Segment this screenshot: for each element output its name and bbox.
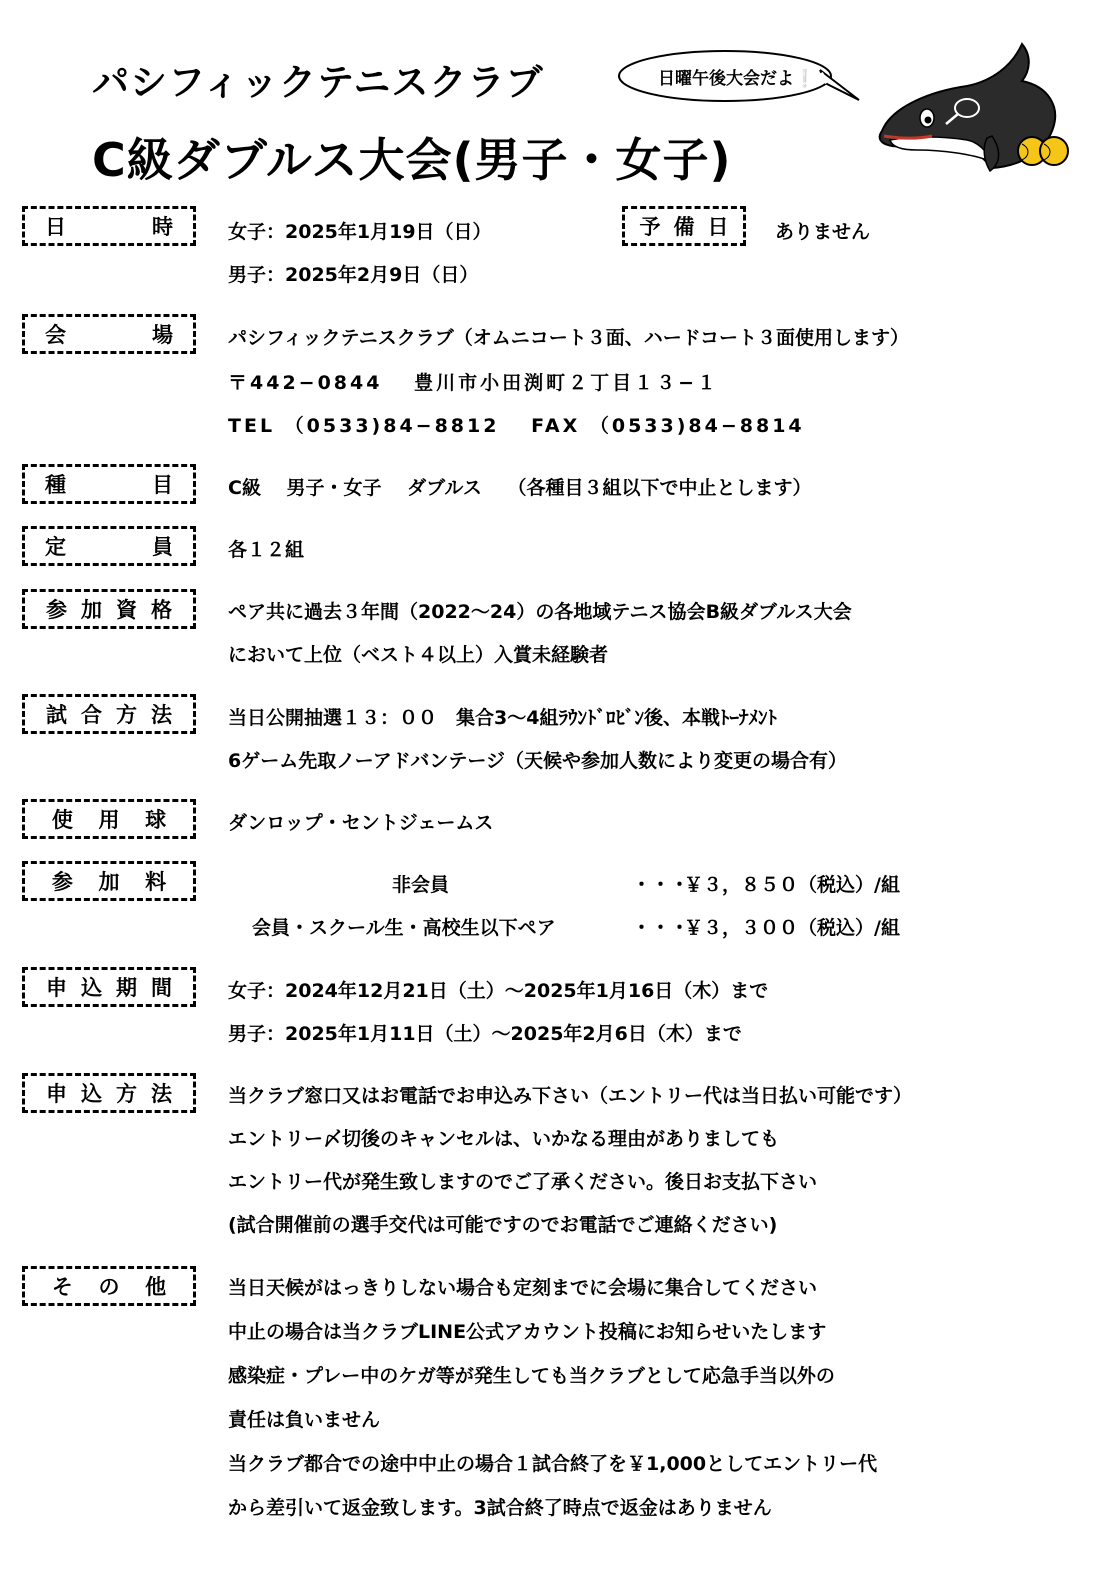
method-label: 申 込 方 法 — [22, 1073, 196, 1113]
ball-label: 使 用 球 — [22, 799, 196, 839]
eligibility-line-1: ペア共に過去３年間（2022～24）の各地域テニス協会B級ダブルス大会 — [228, 601, 852, 623]
ball-text: ダンロップ・セントジェームス — [228, 812, 494, 834]
speech-bubble-text: 日曜午後大会だよ❕ — [658, 69, 816, 89]
venue-name: パシフィックテニスクラブ（オムニコート３面、ハードコート３面使用します） — [228, 327, 909, 349]
venue-address: 〒442−0844 豊川市小田渕町２丁目１３−１ — [228, 372, 719, 394]
reserve-day-label: 予 備 日 — [622, 206, 746, 246]
fee-row-name: 会員・スクール生・高校生以下ペア — [252, 917, 556, 939]
format-line-2: 6ゲーム先取ノーアドバンテージ（天候や参加人数により変更の場合有） — [228, 750, 847, 772]
category-label: 種 目 — [22, 464, 196, 504]
other-line-3: 感染症・プレー中のケガ等が発生しても当クラブとして応急手当以外の — [228, 1365, 835, 1387]
other-line-5: 当クラブ都合での途中中止の場合１試合終了を￥1,000としてエントリー代 — [228, 1453, 878, 1475]
period-men: 男子：2025年1月11日（土）～2025年2月6日（木）まで — [228, 1023, 742, 1045]
other-line-2: 中止の場合は当クラブLINE公式アカウント投稿にお知らせいたします — [228, 1321, 827, 1343]
fee-row-dots: ・・・ — [632, 917, 690, 939]
method-line-3: エントリー代が発生致しますのでご了承ください。後日お支払下さい — [228, 1171, 818, 1193]
other-line-1: 当日天候がはっきりしない場合も定刻までに会場に集合してください — [228, 1277, 818, 1299]
fee-row-name: 非会員 — [392, 874, 450, 896]
date-men: 男子：2025年2月9日（日） — [228, 264, 479, 286]
dolphin-mascot-icon — [872, 36, 1077, 176]
method-line-4: (試合開催前の選手交代は可能ですのでお電話でご連絡ください) — [228, 1214, 778, 1236]
category-text: C級 男子・女子 ダブルス （各種目３組以下で中止とします） — [228, 477, 812, 499]
fee-row-price: ￥３，３００（税込）/組 — [684, 917, 900, 939]
venue-phone-fax: TEL （0533)84−8812 FAX （0533)84−8814 — [228, 415, 805, 437]
fee-row-price: ￥３，８５０（税込）/組 — [684, 874, 900, 896]
venue-label: 会 場 — [22, 314, 196, 354]
period-women: 女子：2024年12月21日（土）～2025年1月16日（木）まで — [228, 980, 769, 1002]
reserve-day-value: ありません — [775, 221, 871, 243]
other-line-6: から差引いて返金致します。3試合終了時点で返金はありません — [228, 1497, 772, 1519]
other-label: そ の 他 — [22, 1266, 196, 1306]
event-title: C級ダブルス大会(男子・女子) — [92, 133, 732, 187]
period-label: 申 込 期 間 — [22, 967, 196, 1007]
method-line-2: エントリー〆切後のキャンセルは、いかなる理由がありましても — [228, 1128, 780, 1150]
club-name: パシフィックテニスクラブ — [92, 61, 544, 104]
format-label: 試 合 方 法 — [22, 694, 196, 734]
eligibility-label: 参 加 資 格 — [22, 589, 196, 629]
eligibility-line-2: において上位（ベスト４以上）入賞未経験者 — [228, 644, 609, 666]
date-women: 女子：2025年1月19日（日） — [228, 221, 492, 243]
capacity-text: 各１２組 — [228, 539, 305, 561]
fee-row-dots: ・・・ — [632, 874, 690, 896]
capacity-label: 定 員 — [22, 526, 196, 566]
format-line-1: 当日公開抽選１３：００ 集合3～4組ﾗｳﾝﾄﾞﾛﾋﾞﾝ後、本戦ﾄｰﾅﾒﾝﾄ — [228, 707, 777, 729]
fee-label: 参 加 料 — [22, 861, 196, 901]
other-line-4: 責任は負いません — [228, 1409, 381, 1431]
method-line-1: 当クラブ窓口又はお電話でお申込み下さい（エントリー代は当日払い可能です） — [228, 1085, 913, 1107]
date-label: 日 時 — [22, 206, 196, 246]
